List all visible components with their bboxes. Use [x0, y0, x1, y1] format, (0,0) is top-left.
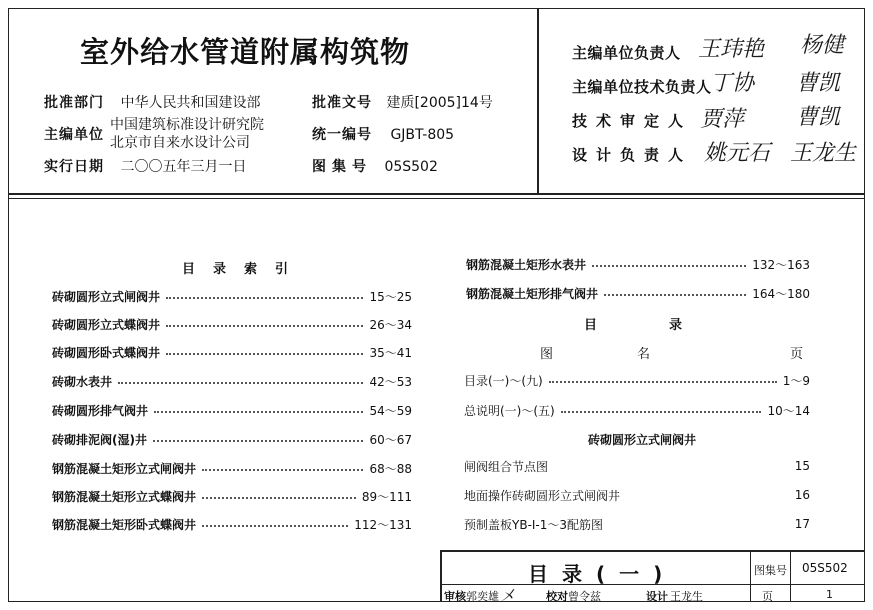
role-tech-head: 主编单位技术负责人: [572, 78, 712, 96]
signature-design-head-1: 姚元石: [704, 141, 771, 166]
date-row: [44, 156, 246, 176]
dot-leader: [592, 265, 746, 267]
approver-row: [44, 92, 260, 112]
index-item-pages: 60～67: [369, 432, 412, 447]
contents-item-pages: 15: [794, 459, 810, 473]
index-item: [52, 516, 412, 532]
contents-item-label: 目录(一)～(九): [464, 373, 543, 388]
doc-no-row: [312, 92, 493, 112]
page-number: 1: [826, 588, 833, 601]
index-item-label: 钢筋混凝土矩形立式闸阀井: [52, 461, 197, 476]
tb-right-sep: [750, 550, 751, 602]
index-item: [466, 256, 810, 272]
dot-leader: [166, 297, 363, 299]
dot-leader: [609, 525, 789, 527]
index-item: [52, 316, 412, 332]
dot-leader: [202, 525, 348, 527]
contents-item: [464, 372, 810, 388]
checker-name: 曾令兹: [568, 590, 601, 603]
designer-name: 王龙生: [670, 590, 703, 603]
design-label: 设计: [646, 590, 668, 603]
date-value: 二〇〇五年三月一日: [120, 159, 247, 175]
index-item-label: 砖砌排泥阀(湿)井: [52, 432, 147, 447]
title-block-atlas-label: 图集号: [754, 564, 787, 577]
index-item: [52, 488, 412, 504]
index-item-pages: 26～34: [369, 317, 412, 332]
index-item: [466, 285, 810, 301]
index-item: [52, 373, 412, 389]
dot-leader: [166, 325, 363, 327]
signature-chief-editor-1: 王玮艳: [698, 37, 765, 62]
contents-heading: 目录: [584, 318, 755, 333]
dot-leader: [604, 294, 746, 296]
contents-item: [464, 487, 810, 503]
index-item: [52, 460, 412, 476]
signature-tech-head-1: 丁协: [710, 71, 755, 96]
role-design-head: 设计负责人: [572, 146, 693, 164]
index-item: [52, 431, 412, 447]
contents-item-label: 地面操作砖砌圆形立式闸阀井: [464, 488, 621, 503]
signature-tech-review-2: 曹凯: [796, 105, 841, 130]
dot-leader: [153, 440, 363, 442]
title-block: [440, 550, 865, 605]
index-item-pages: 35～41: [369, 345, 412, 360]
tb-left-line: [440, 550, 442, 602]
approver-label: 批准部门: [44, 95, 104, 111]
approver-value: 中华人民共和国建设部: [120, 95, 261, 111]
review-label: 审核: [444, 590, 466, 603]
contents-item-pages: 17: [794, 517, 810, 531]
index-item-pages: 164～180: [752, 286, 810, 301]
code-row: [312, 124, 454, 144]
signature-chief-editor-2: 杨健: [800, 33, 845, 58]
index-item: [52, 402, 412, 418]
role-chief-editor: 主编单位负责人: [572, 44, 681, 62]
index-item: [52, 344, 412, 360]
contents-item-pages: 16: [794, 488, 810, 502]
reviewer-signature: 㐅: [500, 587, 516, 605]
index-item-label: 砖砌圆形立式闸阀井: [52, 289, 161, 304]
index-item-label: 砖砌圆形卧式蝶阀井: [52, 345, 161, 360]
index-item-pages: 89～111: [361, 489, 412, 504]
tb-top-line: [440, 550, 865, 552]
contents-item-pages: 10～14: [767, 403, 810, 418]
contents-item-pages: 1～9: [782, 373, 810, 388]
dot-leader: [154, 411, 363, 413]
role-tech-review: 技术审定人: [572, 112, 693, 130]
index-item-label: 砖砌圆形排气阀井: [52, 403, 149, 418]
index-heading: 目录索引: [182, 262, 307, 277]
contents-col-name: 图名: [540, 347, 735, 362]
editor-label: 主编单位: [44, 127, 104, 143]
dot-leader: [202, 497, 356, 499]
index-item-pages: 132～163: [752, 257, 810, 272]
dot-leader: [554, 467, 789, 469]
page-title: 室外给水管道附属构筑物: [80, 35, 411, 69]
index-item-pages: 15～25: [369, 289, 412, 304]
tb-right-sep-2: [790, 550, 791, 602]
signature-tech-review-1: 贾萍: [700, 107, 745, 132]
atlas-row: [312, 156, 438, 176]
index-item: [52, 288, 412, 304]
contents-top-line: [8, 198, 865, 199]
dot-leader: [626, 496, 789, 498]
date-label: 实行日期: [44, 159, 104, 175]
contents-col-page: 页: [790, 347, 804, 362]
header-divider: [537, 8, 539, 194]
contents-item-label: 预制盖板YB-Ⅰ-1～3配筋图: [464, 517, 604, 532]
title-block-title: 目录(一): [528, 562, 677, 586]
contents-section-heading: 砖砌圆形立式闸阀井: [588, 433, 697, 447]
atlas-label: 图集号: [312, 159, 372, 175]
index-item-label: 砖砌圆形立式蝶阀井: [52, 317, 161, 332]
contents-item: [464, 402, 810, 418]
contents-item-label: 总说明(一)～(五): [464, 403, 555, 418]
contents-item-label: 闸阀组合节点图: [464, 459, 549, 474]
signature-design-head-2: 王龙生: [790, 141, 857, 166]
dot-leader: [166, 353, 363, 355]
page-label: 页: [762, 590, 773, 603]
index-item-pages: 42～53: [369, 374, 412, 389]
atlas-value: 05S502: [384, 159, 438, 175]
index-item-label: 钢筋混凝土矩形卧式蝶阀井: [52, 517, 197, 532]
signature-tech-head-2: 曹凯: [796, 71, 841, 96]
dot-leader: [561, 411, 762, 413]
index-item-pages: 54～59: [369, 403, 412, 418]
index-item-pages: 112～131: [354, 517, 412, 532]
doc-no-label: 批准文号: [312, 95, 372, 111]
editor-value-2: 北京市自来水设计公司: [110, 135, 250, 151]
doc-no-value: 建质[2005]14号: [386, 95, 493, 111]
title-block-atlas: 05S502: [802, 561, 848, 575]
dot-leader: [202, 469, 363, 471]
check-label: 校对: [546, 590, 568, 603]
index-item-label: 钢筋混凝土矩形水表井: [466, 257, 587, 272]
index-item-label: 钢筋混凝土矩形排气阀井: [466, 286, 599, 301]
editor-value-1: 中国建筑标准设计研究院: [110, 117, 264, 133]
code-value: GJBT-805: [390, 127, 455, 143]
header-bottom-line: [8, 193, 865, 195]
dot-leader: [118, 382, 363, 384]
index-item-label: 砖砌水表井: [52, 374, 113, 389]
contents-item: [464, 458, 810, 474]
reviewer-name: 郭奕雄: [466, 590, 499, 603]
index-item-pages: 68～88: [369, 461, 412, 476]
index-item-label: 钢筋混凝土矩形立式蝶阀井: [52, 489, 197, 504]
code-label: 统一编号: [312, 127, 372, 143]
dot-leader: [549, 381, 777, 383]
contents-item: [464, 516, 810, 532]
